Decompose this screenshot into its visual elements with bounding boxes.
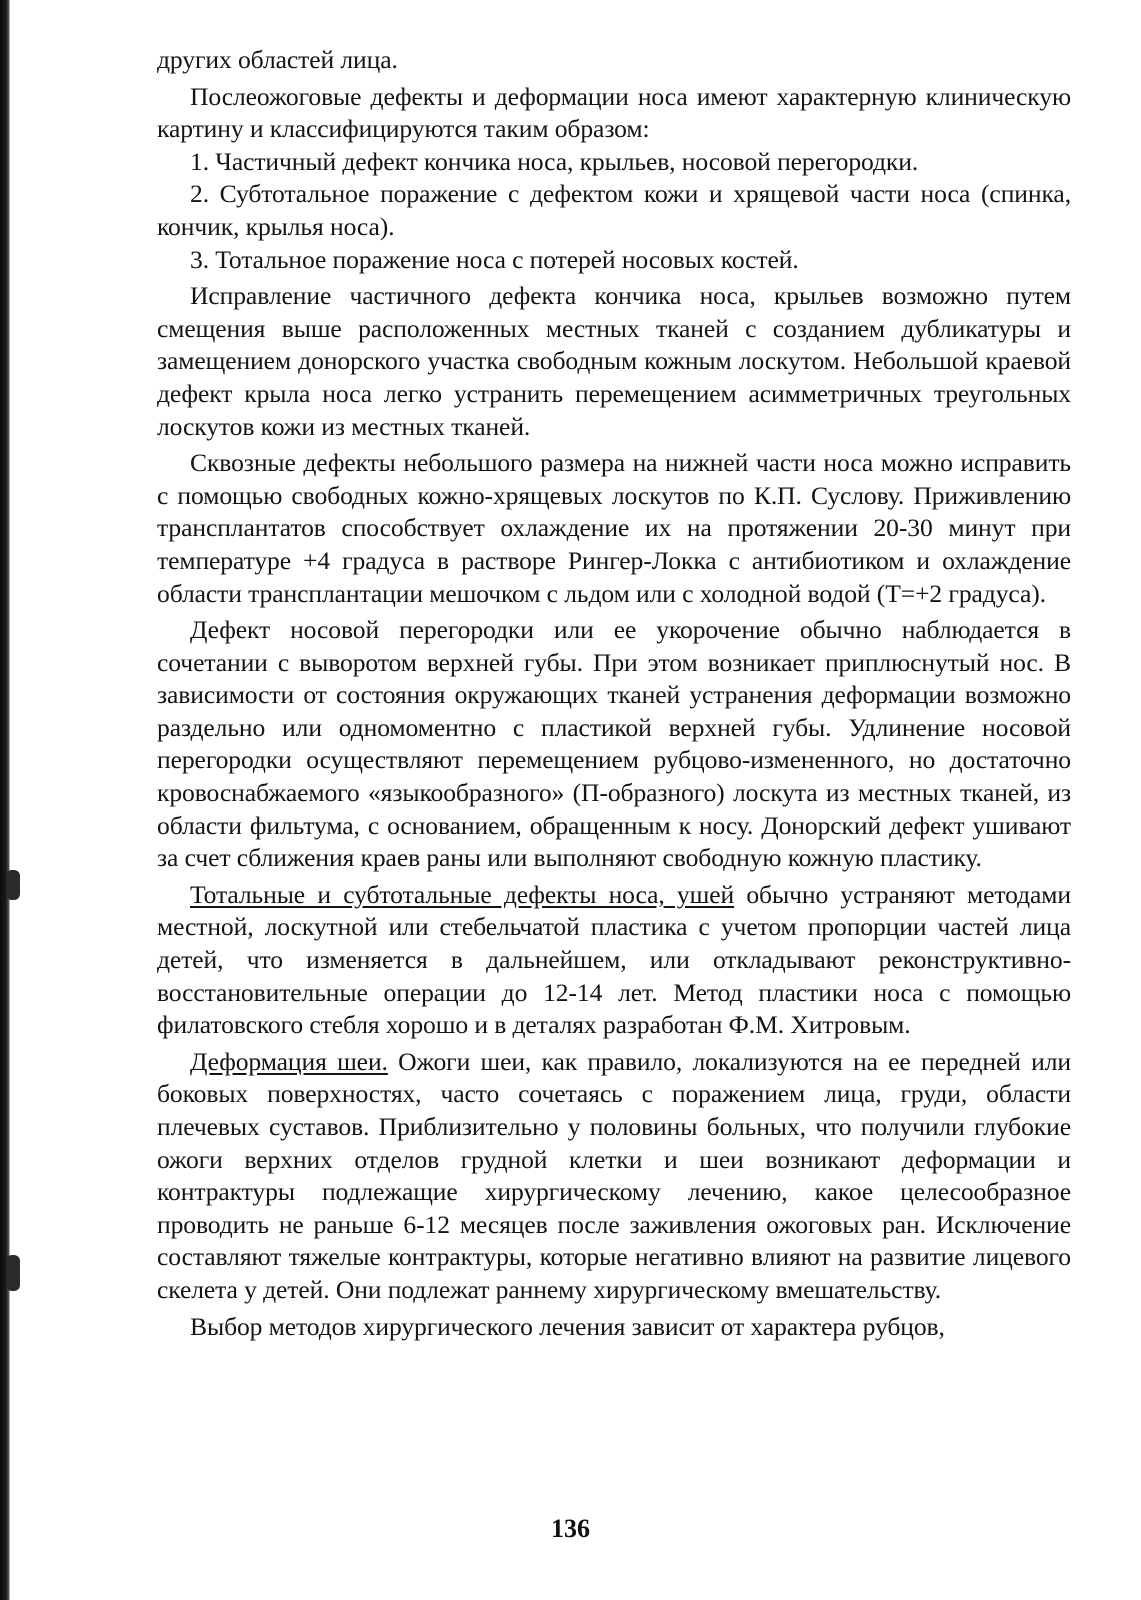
paragraph-text: 3. Тотальное поражение носа с потерей носовых костей. bbox=[190, 244, 799, 274]
paragraph-text: других областей лица. bbox=[157, 45, 398, 74]
paragraph-text: 2. Субтотальное поражение с дефектом кожи и хрящевой части носа (спинка, кончик, крылья носа). bbox=[157, 179, 1071, 241]
underlined-heading: Тотальные и субтотальные дефекты носа, ушей bbox=[190, 879, 735, 909]
paragraph bbox=[157, 614, 1071, 875]
scan-artifact bbox=[6, 870, 20, 900]
list-item bbox=[157, 244, 1071, 277]
paragraph-text: обычно устраняют методами местной, лоскутной или стебельчатой пластика с учетом пропорции частей лица детей, что изменяется в дальнейшем, или откладывают реконструктивно-восстановительные операции до 12-14 лет. Метод пластики носа с помощью филатовского стебля хорошо и в деталях разработан Ф.М. Хитровым. bbox=[157, 879, 1071, 1040]
scan-artifact bbox=[6, 1255, 20, 1291]
underlined-heading: Деформация шеи. bbox=[190, 1046, 388, 1076]
paragraph bbox=[157, 81, 1071, 146]
paragraph bbox=[157, 447, 1071, 610]
page-text bbox=[157, 44, 1071, 1343]
paragraph-text: Выбор методов хирургического лечения зависит от характера рубцов, bbox=[190, 1311, 945, 1341]
paragraph-text: 1. Частичный дефект кончика носа, крыльев, носовой перегородки. bbox=[190, 146, 919, 176]
paragraph bbox=[157, 879, 1071, 1042]
paragraph-text: Исправление частичного дефекта кончика носа, крыльев возможно путем смещения выше расположенных местных тканей с созданием дубликатуры и замещением донорского участка свободным кожным лоскутом. Небольшой краевой дефект крыла носа легко устранить перемещением асимметричных треугольных лоскутов кожи из местных тканей. bbox=[157, 281, 1071, 441]
paragraph bbox=[157, 1046, 1071, 1307]
list-item bbox=[157, 178, 1071, 243]
paragraph-text: Послеожоговые дефекты и деформации носа имеют характерную клиническую картину и классифицируются таким образом: bbox=[157, 81, 1071, 144]
list-item bbox=[157, 146, 1071, 179]
paragraph bbox=[157, 280, 1071, 443]
scan-binding-edge bbox=[0, 0, 10, 1600]
paragraph-text: Ожоги шеи, как правило, локализуются на ее передней или боковых поверхностях, часто сочетаясь с поражением лица, груди, области плечевых суставов. Приблизительно у половины больных, что получили глубокие ожоги верхних отделов грудной клетки и шеи возникают деформации и контрактуры подлежащие хирургическому лечению, какое целесообразное проводить не раньше 6-12 месяцев после заживления ожоговых ран. Исключение составляют тяжелые контрактуры, которые негативно влияют на развитие лицевого скелета у детей. Они подлежат раннему хирургическому вмешательству. bbox=[157, 1046, 1071, 1304]
paragraph bbox=[157, 44, 1071, 77]
paragraph-text: Дефект носовой перегородки или ее укорочение обычно наблюдается в сочетании с выворотом верхней губы. При этом возникает приплюснутый нос. В зависимости от состояния окружающих тканей устранения деформации возможно раздельно или одномоментно с пластикой верхней губы. Удлинение носовой перегородки осуществляют перемещением рубцово-измененного, но достаточно кровоснабжаемого «языкообразного» (П-образного) лоскута из местных тканей, из области фильтума, с основанием, обращенным к носу. Донорский дефект ушивают за счет сближения краев раны или выполняют свободную кожную пластику. bbox=[157, 615, 1071, 873]
paragraph bbox=[157, 1311, 1071, 1344]
paragraph-text: Сквозные дефекты небольшого размера на нижней части носа можно исправить с помощью свободных кожно-хрящевых лоскутов по К.П. Суслову. Приживлению трансплантатов способствует охлаждение их на протяжении 20-30 минут при температуре +4 градуса в растворе Рингер-Локка с антибиотиком и охлаждение области трансплантации мешочком с льдом или с холодной водой (Т=+2 градуса). bbox=[157, 448, 1071, 608]
page-number: 136 bbox=[551, 1514, 590, 1543]
